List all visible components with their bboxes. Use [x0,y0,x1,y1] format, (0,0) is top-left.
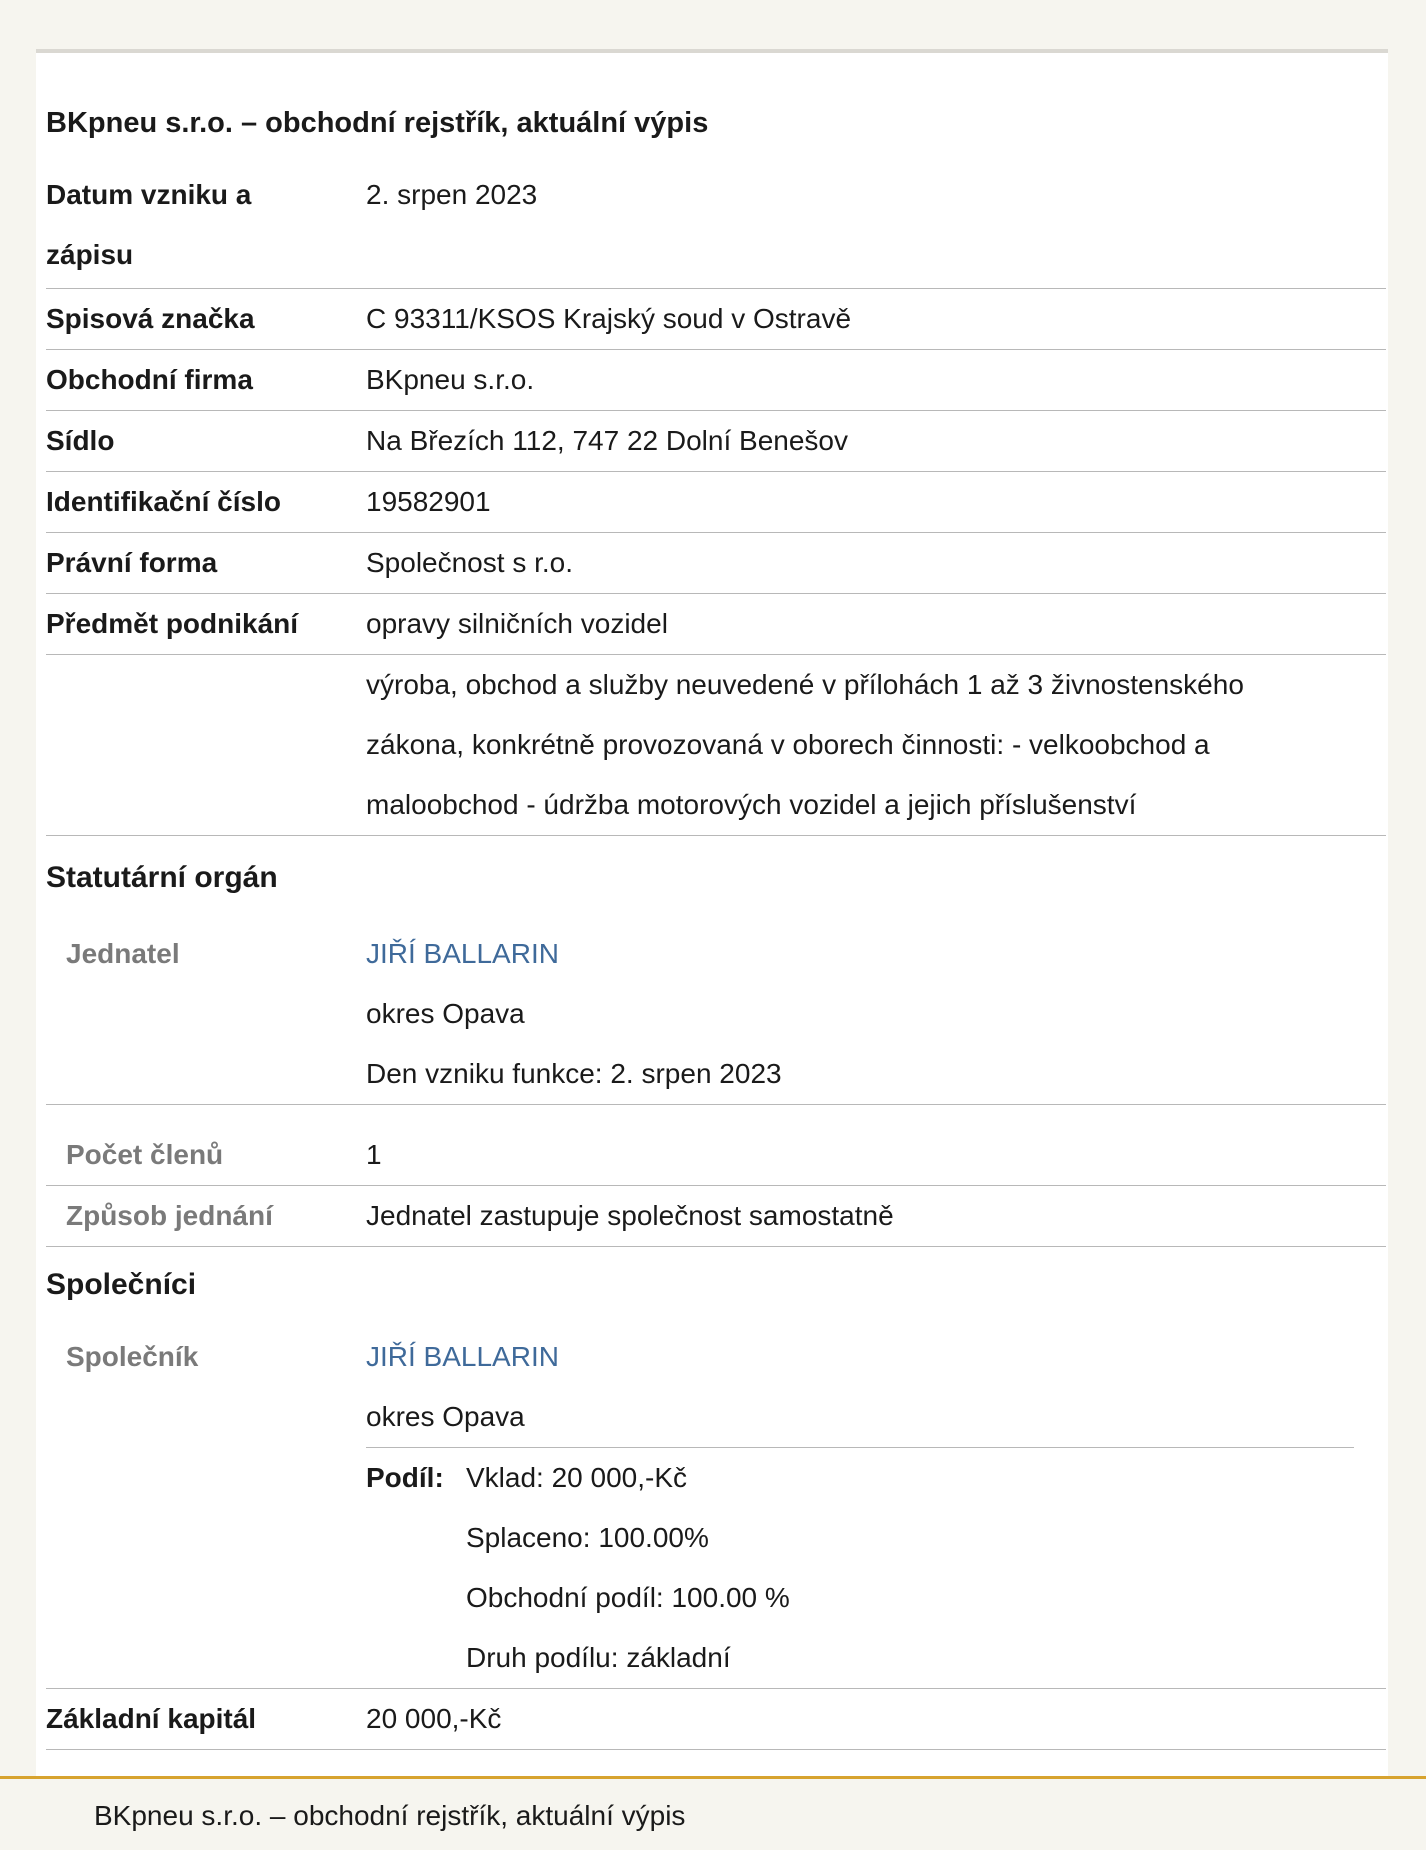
row-jednatel [46,924,1386,1105]
row-value: Na Březích 112, 747 22 Dolní Benešov [366,425,849,456]
podil-obchodni: Obchodní podíl: 100.00 % [466,1582,790,1613]
jednatel-funkce: Den vzniku funkce: 2. srpen 2023 [366,1058,782,1089]
row-value: C 93311/KSOS Krajský soud v Ostravě [366,303,852,334]
row-value: 20 000,-Kč [366,1703,502,1734]
row-value [366,1327,1386,1688]
row-label [46,165,366,288]
row-label: Právní forma [46,547,218,578]
spolecnik-name-link[interactable]: JIŘÍ BALLARIN [366,1341,559,1372]
row-label: Obchodní firma [46,364,253,395]
page-title: BKpneu s.r.o. – obchodní rejstřík, aktuální výpis [46,107,709,139]
row-zpusob-jednani [46,1186,1386,1247]
label-text: Datum vzniku a zápisu [46,179,252,270]
section-spolecnici: Společníci [46,1268,197,1301]
podil-block [366,1447,1354,1688]
row-obchodni-firma [46,350,1386,411]
row-value: výroba, obchod a služby neuvedené v přílohách 1 až 3 živnostenského zákona, konkrétně provozovaná v oborech činnosti: - velkoobchod a maloobchod - údržba motorových vozidel a jejich příslušenství [366,669,1244,820]
row-label: Základní kapitál [46,1703,257,1734]
row-label: Sídlo [46,425,115,456]
podil-label: Podíl: [366,1462,444,1493]
footer-divider [0,1776,1426,1779]
podil-splaceno: Splaceno: 100.00% [466,1522,709,1553]
row-zakladni-kapital [46,1689,1386,1750]
jednatel-name-link[interactable]: JIŘÍ BALLARIN [366,938,559,969]
row-label: Spisová značka [46,303,255,334]
row-spisova-znacka [46,289,1386,350]
spolecnik-okres: okres Opava [366,1401,525,1432]
row-label: Společník [66,1341,199,1372]
row-pravni-forma [46,533,1386,594]
row-value: opravy silničních vozidel [366,608,668,639]
row-label: Jednatel [66,938,180,969]
row-label: Způsob jednání [66,1200,273,1231]
row-label [46,655,366,835]
podil-values [466,1448,790,1688]
row-value: 2. srpen 2023 [366,179,538,210]
register-content [46,103,1386,1750]
row-label: Identifikační číslo [46,486,281,517]
row-value: BKpneu s.r.o. [366,364,535,395]
row-value: Společnost s r.o. [366,547,574,578]
row-predmet-podnikani [46,594,1386,655]
podil-druh: Druh podílu: základní [466,1642,731,1673]
row-pocet-clenu [46,1125,1386,1186]
footer-title: BKpneu s.r.o. – obchodní rejstřík, aktuální výpis [94,1800,686,1831]
register-panel [36,49,1388,1776]
row-label: Předmět podnikání [46,608,299,639]
row-ico [46,472,1386,533]
row-predmet-podnikani-2 [46,655,1386,836]
row-spolecnik [46,1327,1386,1689]
row-value [366,924,1386,1104]
spacer [46,1105,1386,1125]
row-value: 19582901 [366,486,491,517]
podil-vklad: Vklad: 20 000,-Kč [466,1462,688,1493]
row-datum-vzniku [46,165,1386,289]
row-value: 1 [366,1139,382,1170]
section-statutarni-organ: Statutární orgán [46,861,278,894]
jednatel-okres: okres Opava [366,998,525,1029]
row-sidlo [46,411,1386,472]
row-value: Jednatel zastupuje společnost samostatně [366,1200,894,1231]
row-label: Počet členů [66,1139,224,1170]
